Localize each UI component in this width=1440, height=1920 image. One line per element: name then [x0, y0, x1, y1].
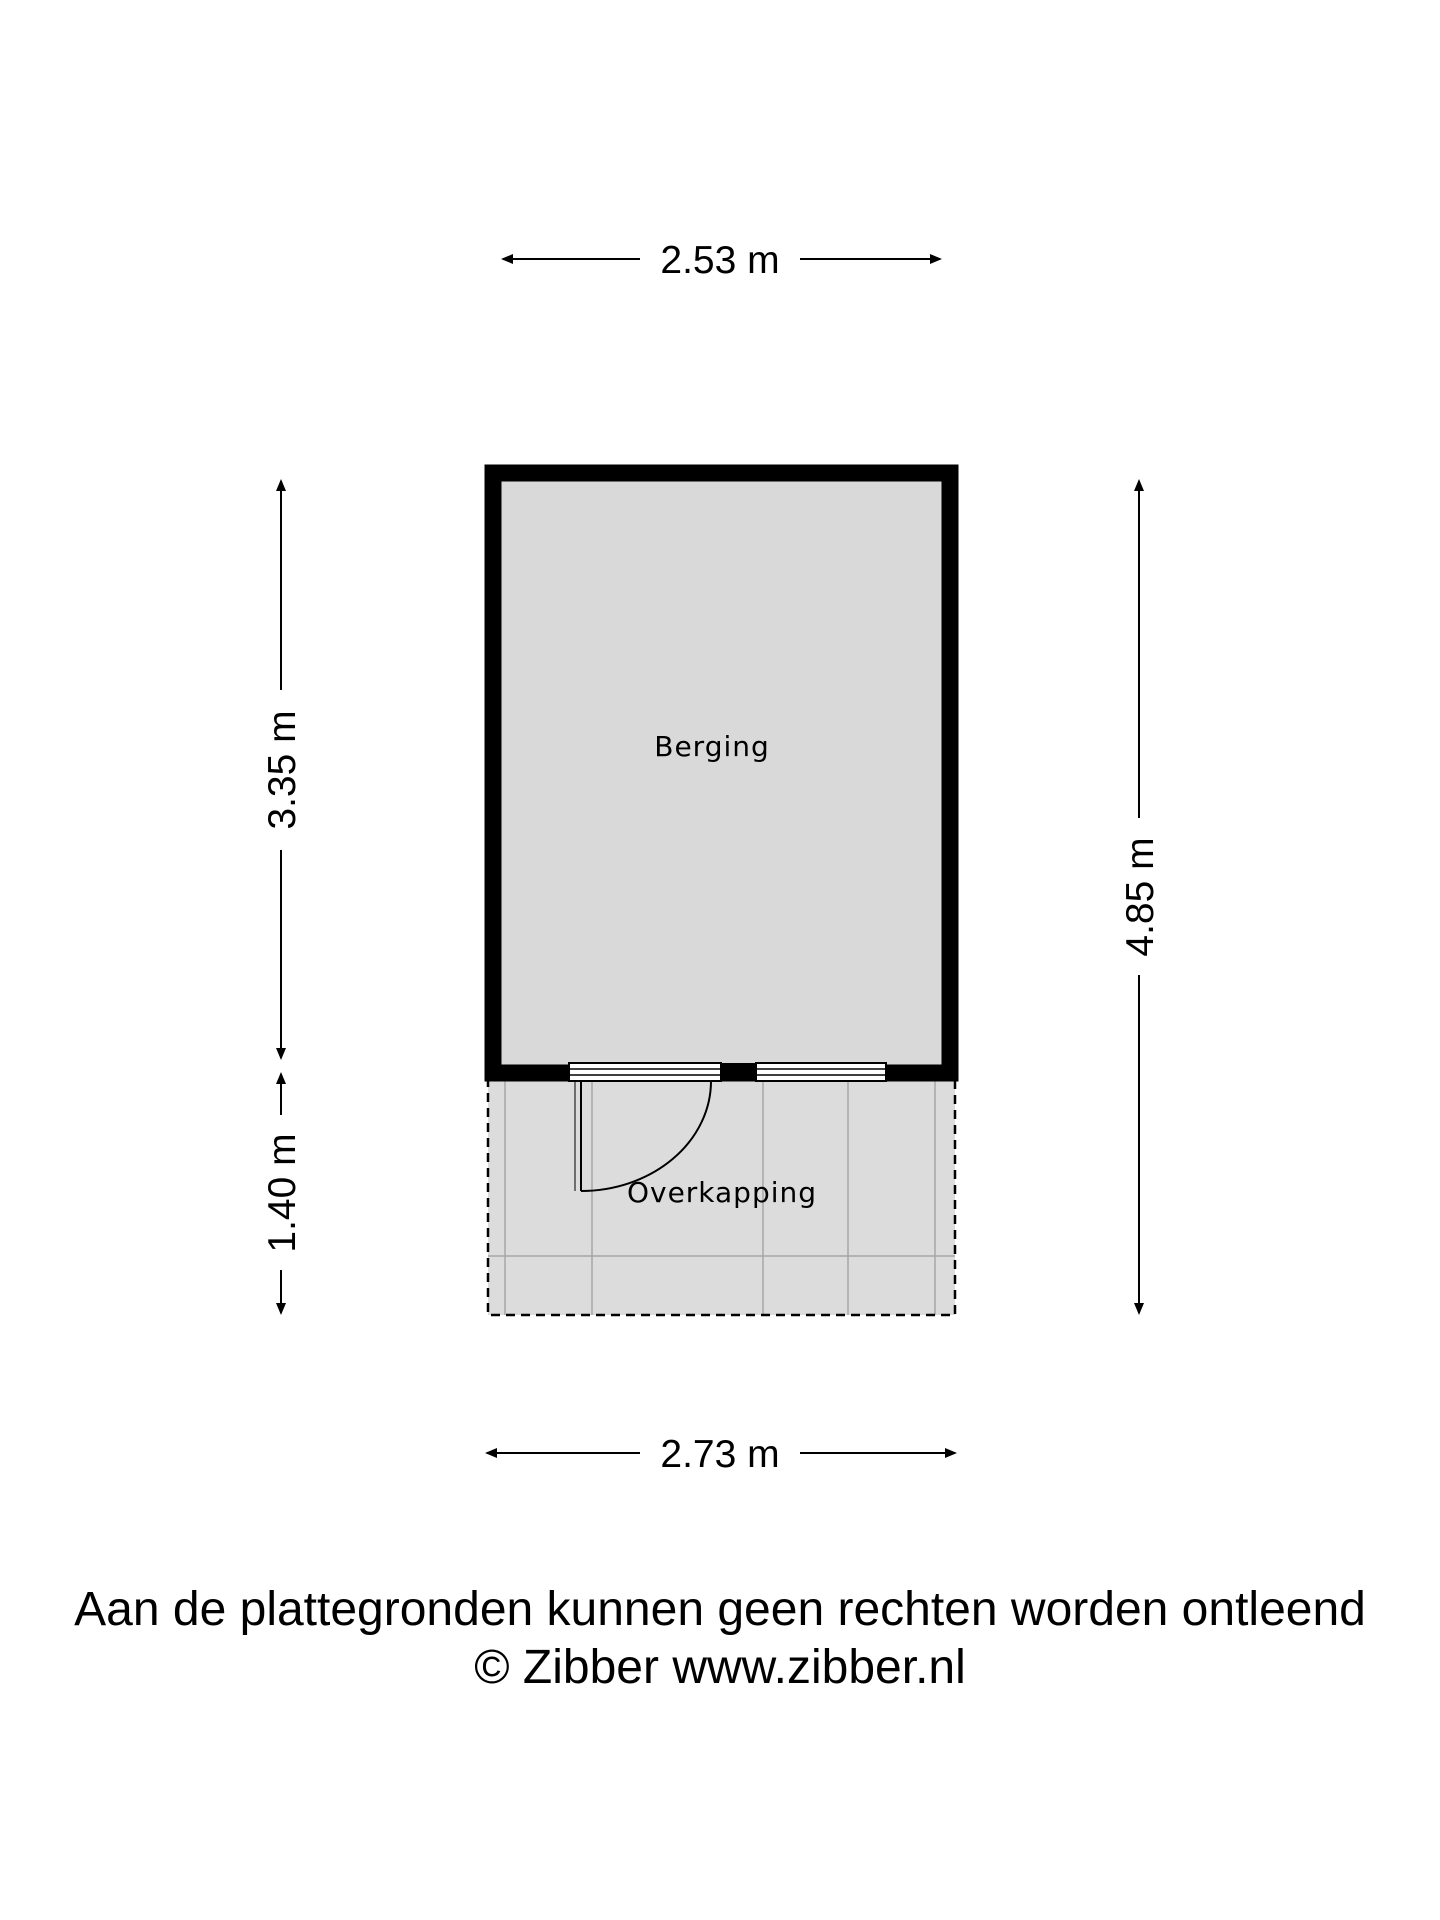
dimension-label-left-lower: 1.40 m: [261, 1133, 304, 1253]
dimension-bottom-width: [487, 1433, 955, 1476]
room-label-storage: Berging: [654, 730, 770, 763]
dimension-label-right: 4.85 m: [1119, 837, 1162, 957]
dimension-left-lower: [261, 1074, 304, 1313]
dimension-right-total: [1119, 481, 1162, 1313]
dimension-label-bottom: 2.73 m: [660, 1433, 780, 1476]
dimension-label-left-upper: 3.35 m: [261, 710, 304, 830]
dimension-left-upper: [261, 481, 304, 1058]
window-right: [756, 1063, 886, 1081]
wall-pier: [721, 1063, 756, 1081]
storage-walls: [493, 473, 950, 1073]
dimension-top-width: [503, 239, 940, 282]
copyright-text: © Zibber www.zibber.nl: [474, 1641, 966, 1694]
dimension-label-top: 2.53 m: [660, 239, 780, 282]
window-left: [569, 1063, 721, 1081]
disclaimer-text: Aan de plattegronden kunnen geen rechten worden ontleend: [74, 1583, 1366, 1636]
room-label-canopy: Overkapping: [626, 1176, 818, 1209]
